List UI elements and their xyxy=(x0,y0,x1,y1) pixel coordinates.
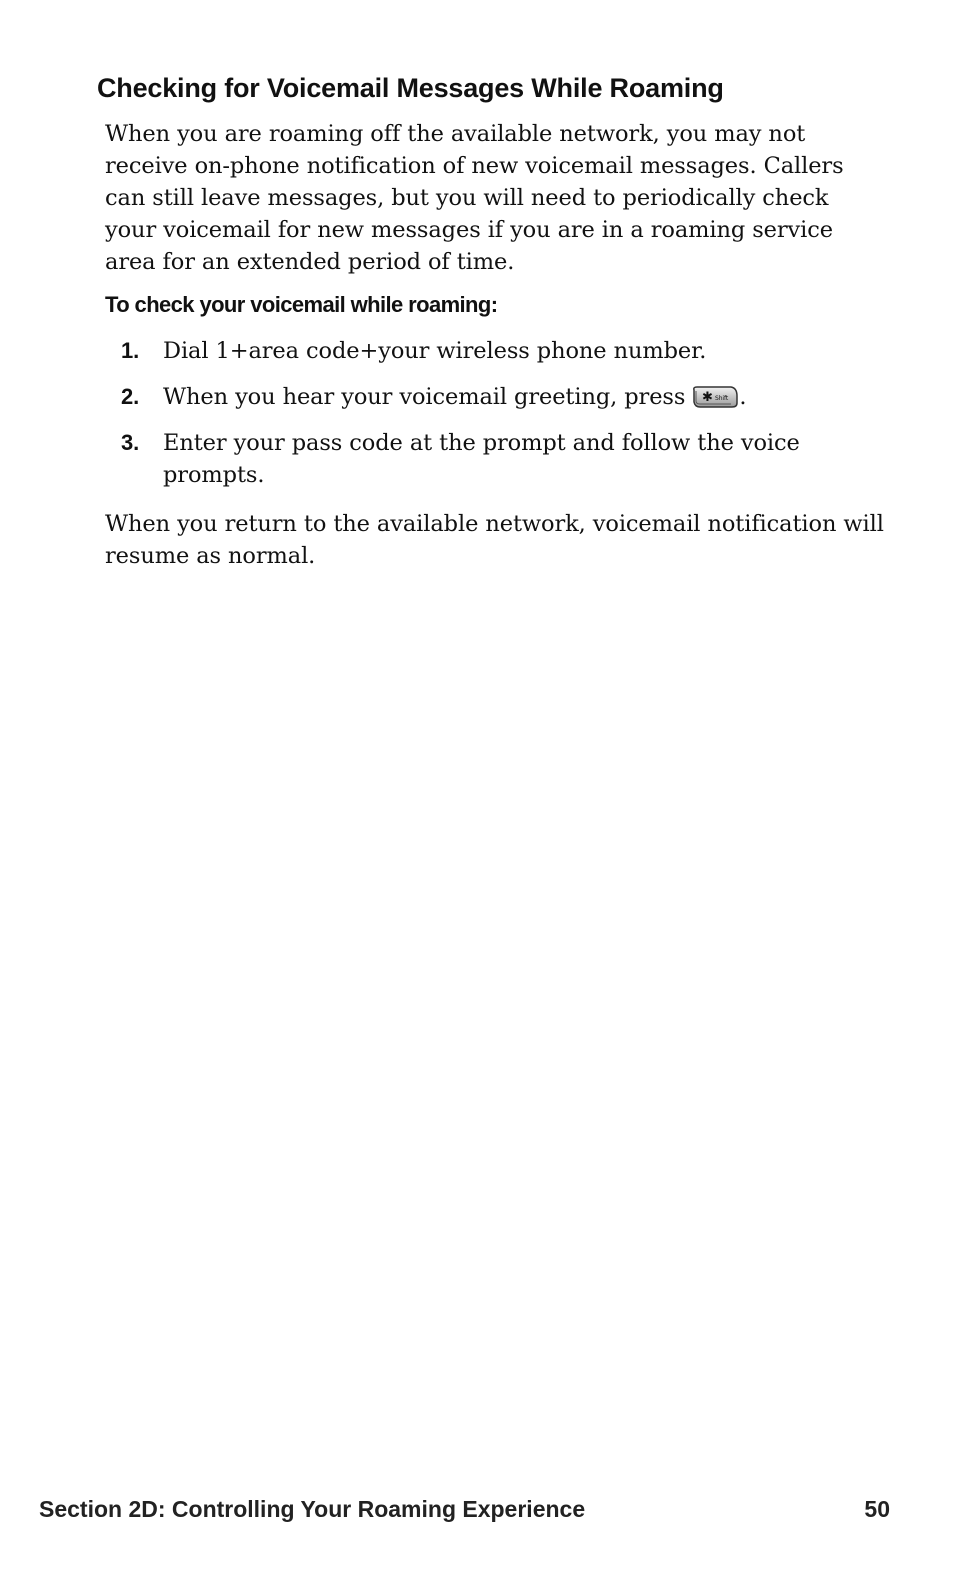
svg-text:Shift: Shift xyxy=(715,395,729,402)
step-item xyxy=(105,335,885,367)
procedure-subheading: To check your voicemail while roaming: xyxy=(105,292,498,317)
outro-paragraph: When you return to the available network, voicemail notification will resume as normal. xyxy=(105,511,884,569)
step-item xyxy=(105,427,885,491)
step-number: 1. xyxy=(121,338,140,363)
section-heading: Checking for Voicemail Messages While Roaming xyxy=(97,73,724,103)
procedure-steps xyxy=(105,335,885,505)
page-footer xyxy=(39,1493,890,1525)
step-number: 3. xyxy=(121,430,140,455)
step-item xyxy=(105,381,885,413)
star-shift-key-icon xyxy=(691,384,739,410)
page-number: 50 xyxy=(864,1496,890,1522)
footer-section-title: Section 2D: Controlling Your Roaming Experience xyxy=(39,1496,586,1522)
step-suffix: . xyxy=(739,384,747,410)
intro-paragraph: When you are roaming off the available network, you may not receive on-phone notification of new voicemail messages. Callers can still leave messages, but you will need to periodically check your voicemail for new messages if you are in a roaming service area for an extended period of time. xyxy=(105,121,844,275)
step-text: When you hear your voicemail greeting, press xyxy=(163,384,686,410)
step-number: 2. xyxy=(121,384,140,409)
step-text: Enter your pass code at the prompt and follow the voice prompts. xyxy=(163,430,800,488)
svg-text:✱: ✱ xyxy=(702,390,714,405)
step-text: Dial 1+area code+your wireless phone number. xyxy=(163,338,707,364)
